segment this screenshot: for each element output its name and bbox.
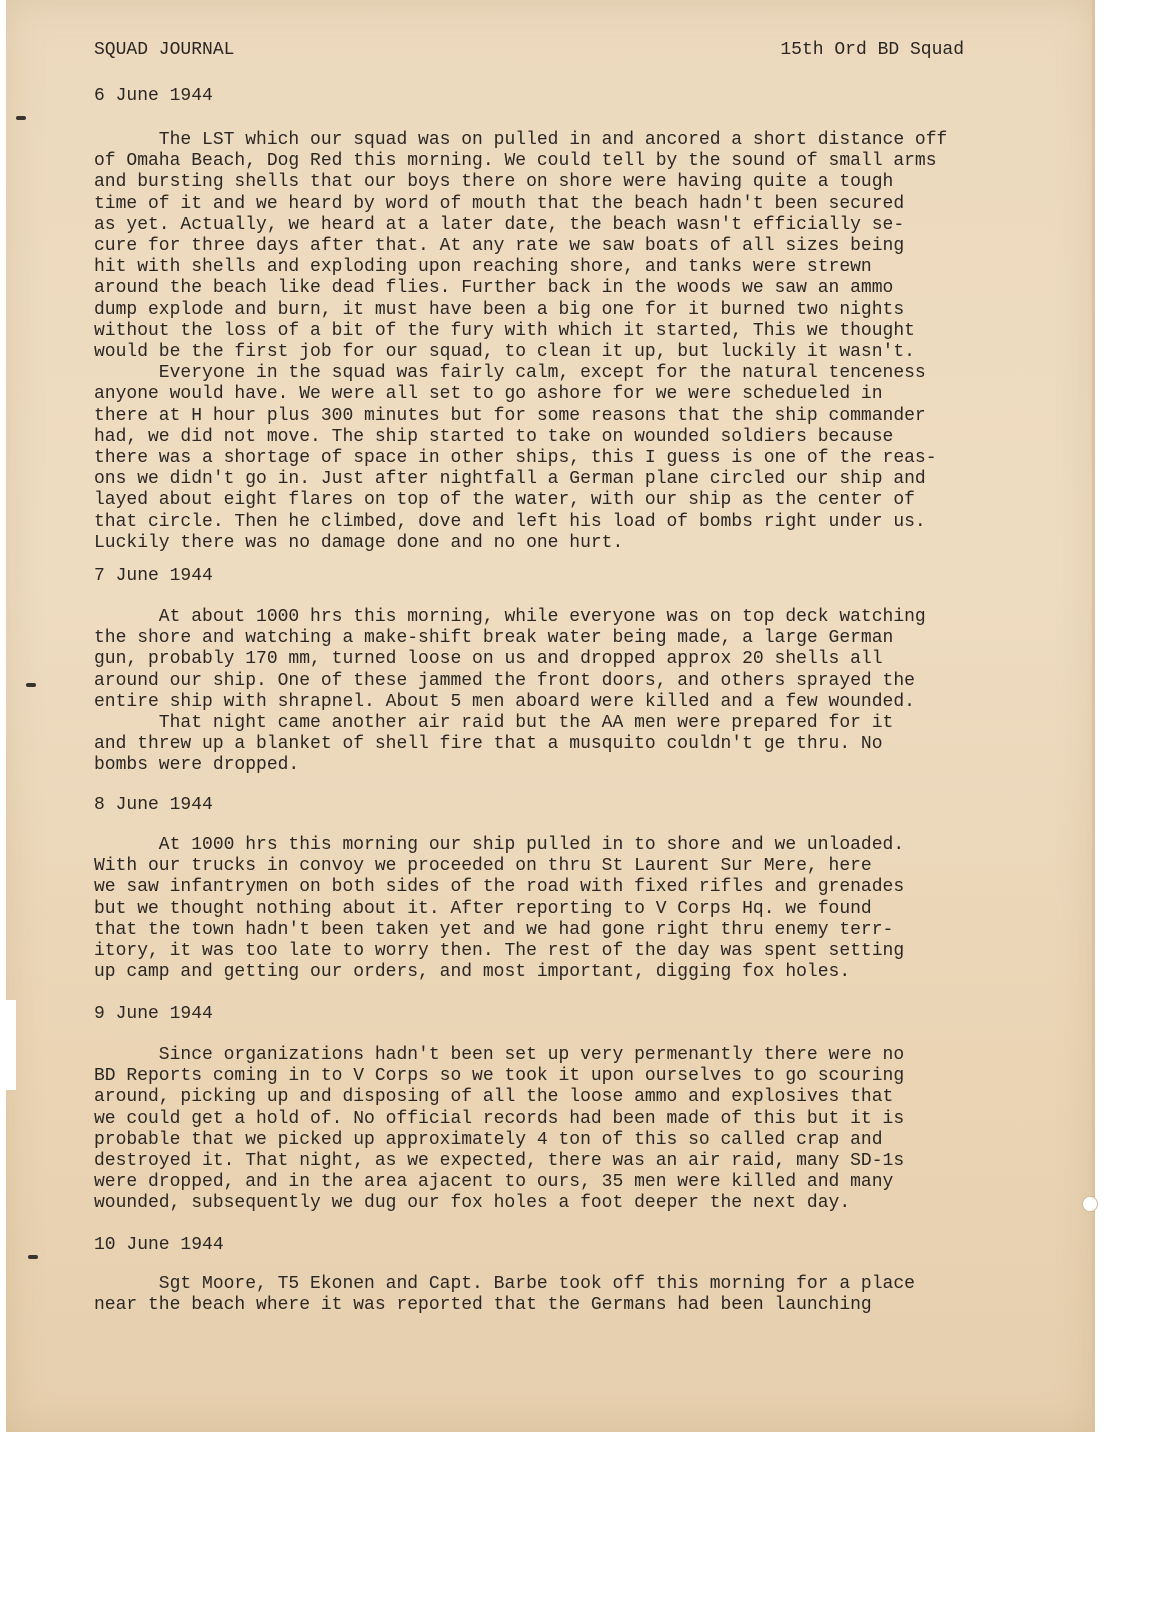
entry-text: Sgt Moore, T5 Ekonen and Capt. Barbe took off this morning for a place near the beach where it was reported that the Germans had been launching	[94, 1274, 915, 1316]
entry-text: The LST which our squad was on pulled in and ancored a short distance off of Omaha Beach, Dog Red this morning. We could tell by the sound of small arms and bursting shells that our boys there on shore were having quite a tough time of it and we heard by word of mouth that the beach hadn't been secured as yet. Actually, we heard at a later date, the beach wasn't efficially se- cure for three days after that. At any rate we saw boats of all sizes being hit with shells and exploding upon reaching shore, and tanks were strewn around the beach like dead flies. Further back in the woods we saw an ammo dump explode and burn, it must have been a big one for it burned two nights without the loss of a bit of the fury with which it started, This we thought would be the first job for our squad, to clean it up, but luckily it wasn't. Everyone in the squad was fairly calm, except for the natural tenceness anyone would have. We were all set to go ashore for we were schedueled in there at H hour plus 300 minutes but for some reasons that the ship commander had, we did not move. The ship started to take on wounded soldiers because there was a shortage of space in other ships, this I guess is one of the reas- ons we didn't go in. Just after nightfall a German plane circled our ship and layed about eight flares on top of the water, with our ship as the center of that circle. Then he climbed, dove and left his load of bombs right under us. Luckily there was no damage done and no one hurt.	[94, 130, 948, 553]
margin-mark	[16, 116, 26, 120]
entry-date: 9 June 1944	[94, 1004, 213, 1024]
punch-hole	[1082, 1196, 1098, 1212]
page-edge	[1092, 0, 1095, 1432]
torn-edge	[0, 1000, 16, 1090]
entry-date: 10 June 1944	[94, 1235, 224, 1255]
entry-text: At 1000 hrs this morning our ship pulled in to shore and we unloaded. With our trucks in convoy we proceeded on thru St Laurent Sur Mere, here we saw infantrymen on both sides of the road with fixed rifles and grenades but we thought nothing about it. After reporting to V Corps Hq. we found that the town hadn't been taken yet and we had gone right thru enemy terr- itory, it was too late to worry then. The rest of the day was spent setting up camp and getting our orders, and most important, digging fox holes.	[94, 835, 905, 983]
entry-text: Since organizations hadn't been set up very permenantly there were no BD Reports coming in to V Corps so we took it upon ourselves to go scouring around, picking up and disposing of all the loose ammo and explosives that we could get a hold of. No official records had been made of this but it is probable that we picked up approximately 4 ton of this so called crap and destroyed it. That night, as we expected, there was an air raid, many SD-1s were dropped, and in the area ajacent to ours, 35 men were killed and many wounded, subsequently we dug our fox holes a foot deeper the next day.	[94, 1045, 905, 1214]
entry-date: 6 June 1944	[94, 86, 213, 106]
squad-name: 15th Ord BD Squad	[780, 40, 964, 60]
entry-date: 8 June 1944	[94, 795, 213, 815]
entry-text: At about 1000 hrs this morning, while everyone was on top deck watching the shore and watching a make-shift break water being made, a large German gun, probably 170 mm, turned loose on us and dropped approx 20 shells all around our ship. One of these jammed the front doors, and others sprayed the entire ship with shrapnel. About 5 men aboard were killed and a few wounded. That night came another air raid but the AA men were prepared for it and threw up a blanket of shell fire that a musquito couldn't ge thru. No bombs were dropped.	[94, 607, 926, 776]
margin-mark	[26, 683, 36, 687]
journal-page	[6, 0, 1094, 1432]
entry-date: 7 June 1944	[94, 566, 213, 586]
margin-mark	[28, 1255, 38, 1259]
journal-title: SQUAD JOURNAL	[94, 40, 235, 60]
